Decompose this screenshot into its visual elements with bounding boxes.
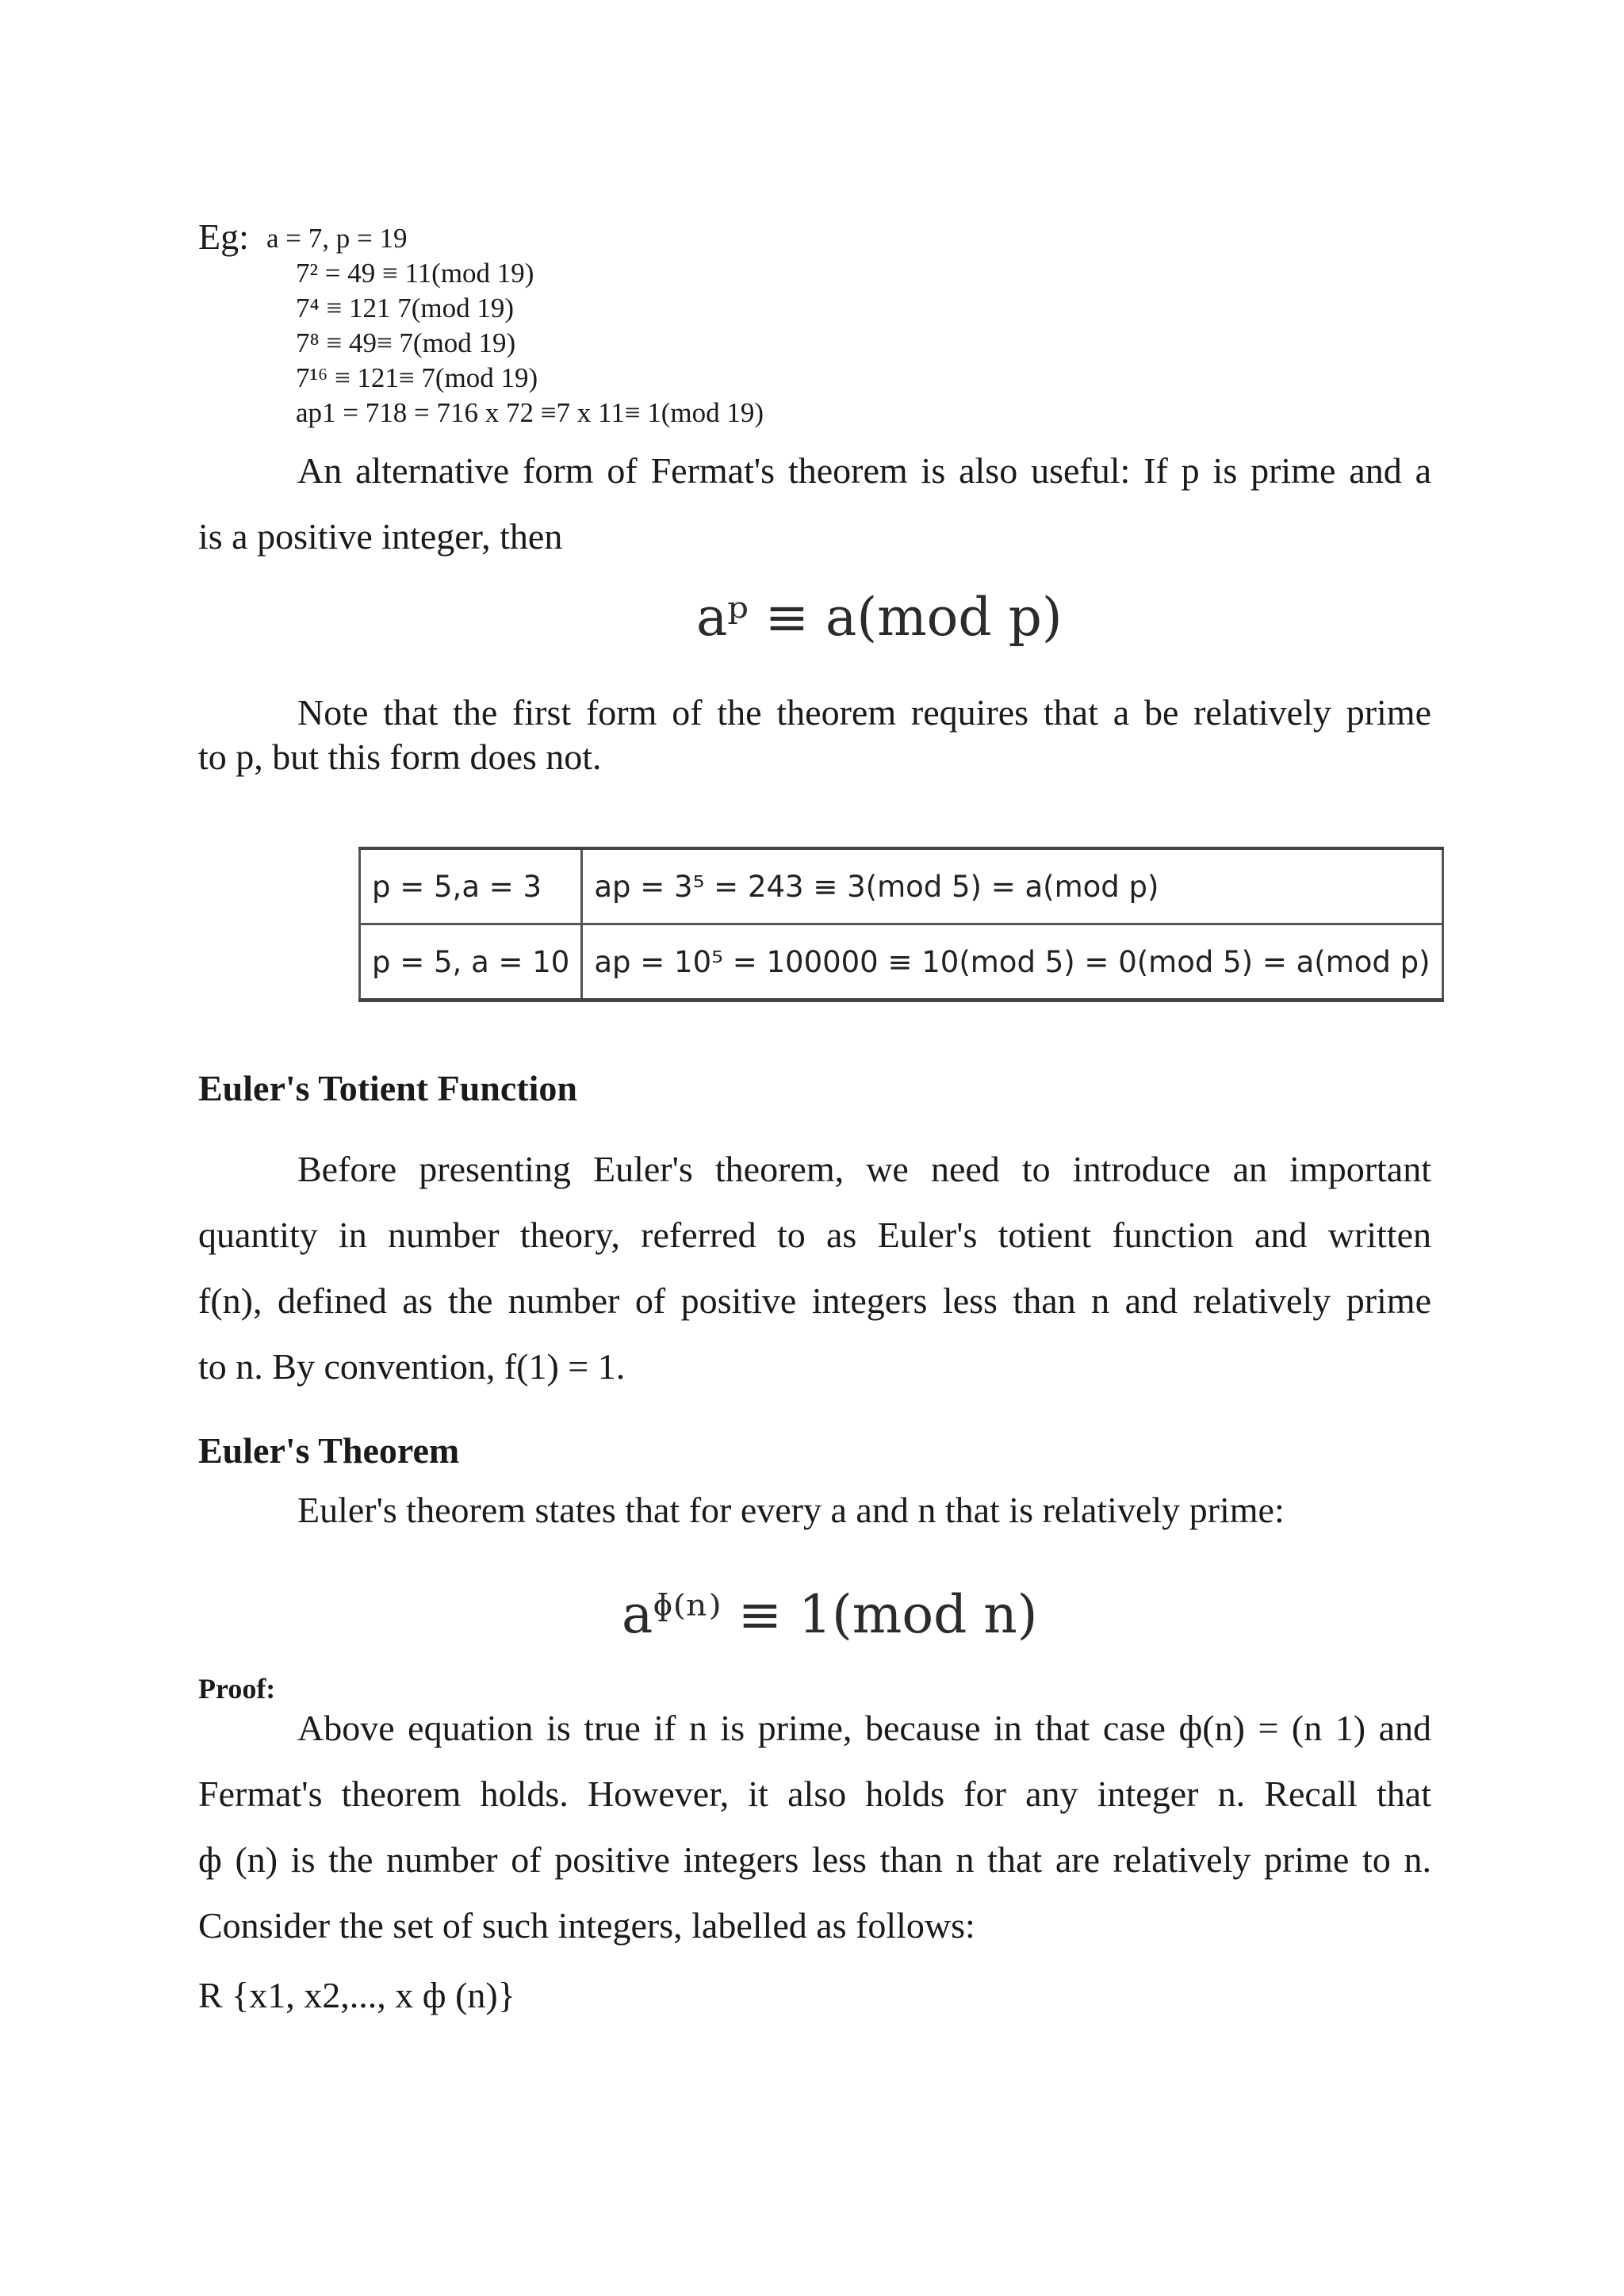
table-row — [360, 924, 1443, 1001]
table-cell: p = 5,a = 3 — [360, 848, 582, 924]
euler-formula: aᶲ⁽ⁿ⁾ ≡ 1(mod n) — [622, 1584, 1038, 1645]
euler-statement: Euler's theorem states that for every a and n that is relatively prime: — [297, 1490, 1285, 1530]
proof-label: Proof: — [198, 1673, 276, 1705]
fermat-example-table — [358, 847, 1444, 1002]
note-paragraph — [198, 691, 1431, 780]
paragraph-line: Note that the first form of the theorem requires that a be relatively prime — [297, 692, 1431, 733]
paragraph-line: Before presenting Euler's theorem, we need to introduce an important — [297, 1149, 1431, 1189]
section-heading-euler: Euler's Theorem — [198, 1430, 460, 1471]
table-row — [360, 848, 1443, 924]
proof-set: R {x1, x2,..., x ф (n)} — [198, 1975, 515, 2015]
proof-paragraph — [198, 1707, 1431, 1970]
table-cell: ap = 10⁵ = 100000 ≡ 10(mod 5) = 0(mod 5) = a(mod p) — [582, 924, 1442, 1001]
example-step: 7¹⁶ ≡ 121≡ 7(mod 19) — [296, 362, 538, 393]
paragraph-line: to p, but this form does not. — [198, 737, 602, 777]
paragraph-line: to n. By convention, f(1) = 1. — [198, 1346, 626, 1387]
paragraph-line: ф (n) is the number of positive integers less than n that are relatively prime to n. — [198, 1839, 1431, 1880]
fermat-alt-formula: aᵖ ≡ a(mod p) — [696, 587, 1063, 648]
paragraph-line: Fermat's theorem holds. However, it also holds for any integer n. Recall that — [198, 1774, 1431, 1814]
paragraph-line: Above equation is true if n is prime, because in that case ф(n) = (n 1) and — [297, 1708, 1431, 1748]
fermat-alt-paragraph — [198, 450, 1431, 581]
example-step: 7² = 49 ≡ 11(mod 19) — [296, 258, 534, 289]
table-cell: ap = 3⁵ = 243 ≡ 3(mod 5) = a(mod p) — [582, 848, 1442, 924]
example-params: a = 7, p = 19 — [266, 223, 408, 254]
paragraph-line: quantity in number theory, referred to as Euler's totient function and written — [198, 1215, 1431, 1255]
paragraph-line: An alternative form of Fermat's theorem is also useful: If p is prime and a — [297, 450, 1431, 491]
example-step: 7⁴ ≡ 121 7(mod 19) — [296, 293, 514, 323]
example-label: Eg: — [198, 216, 249, 257]
paragraph-line: Consider the set of such integers, labelled as follows: — [198, 1905, 975, 1946]
section-heading-totient: Euler's Totient Function — [198, 1068, 577, 1108]
example-step: 7⁸ ≡ 49≡ 7(mod 19) — [296, 327, 516, 358]
example-step: ap1 = 718 = 716 x 72 ≡7 x 11≡ 1(mod 19) — [296, 397, 764, 428]
paragraph-line: is a positive integer, then — [198, 516, 563, 557]
paragraph-line: f(n), defined as the number of positive integers less than n and relatively prime — [198, 1280, 1431, 1321]
table-cell: p = 5, a = 10 — [360, 924, 582, 1001]
totient-paragraph — [198, 1148, 1431, 1411]
